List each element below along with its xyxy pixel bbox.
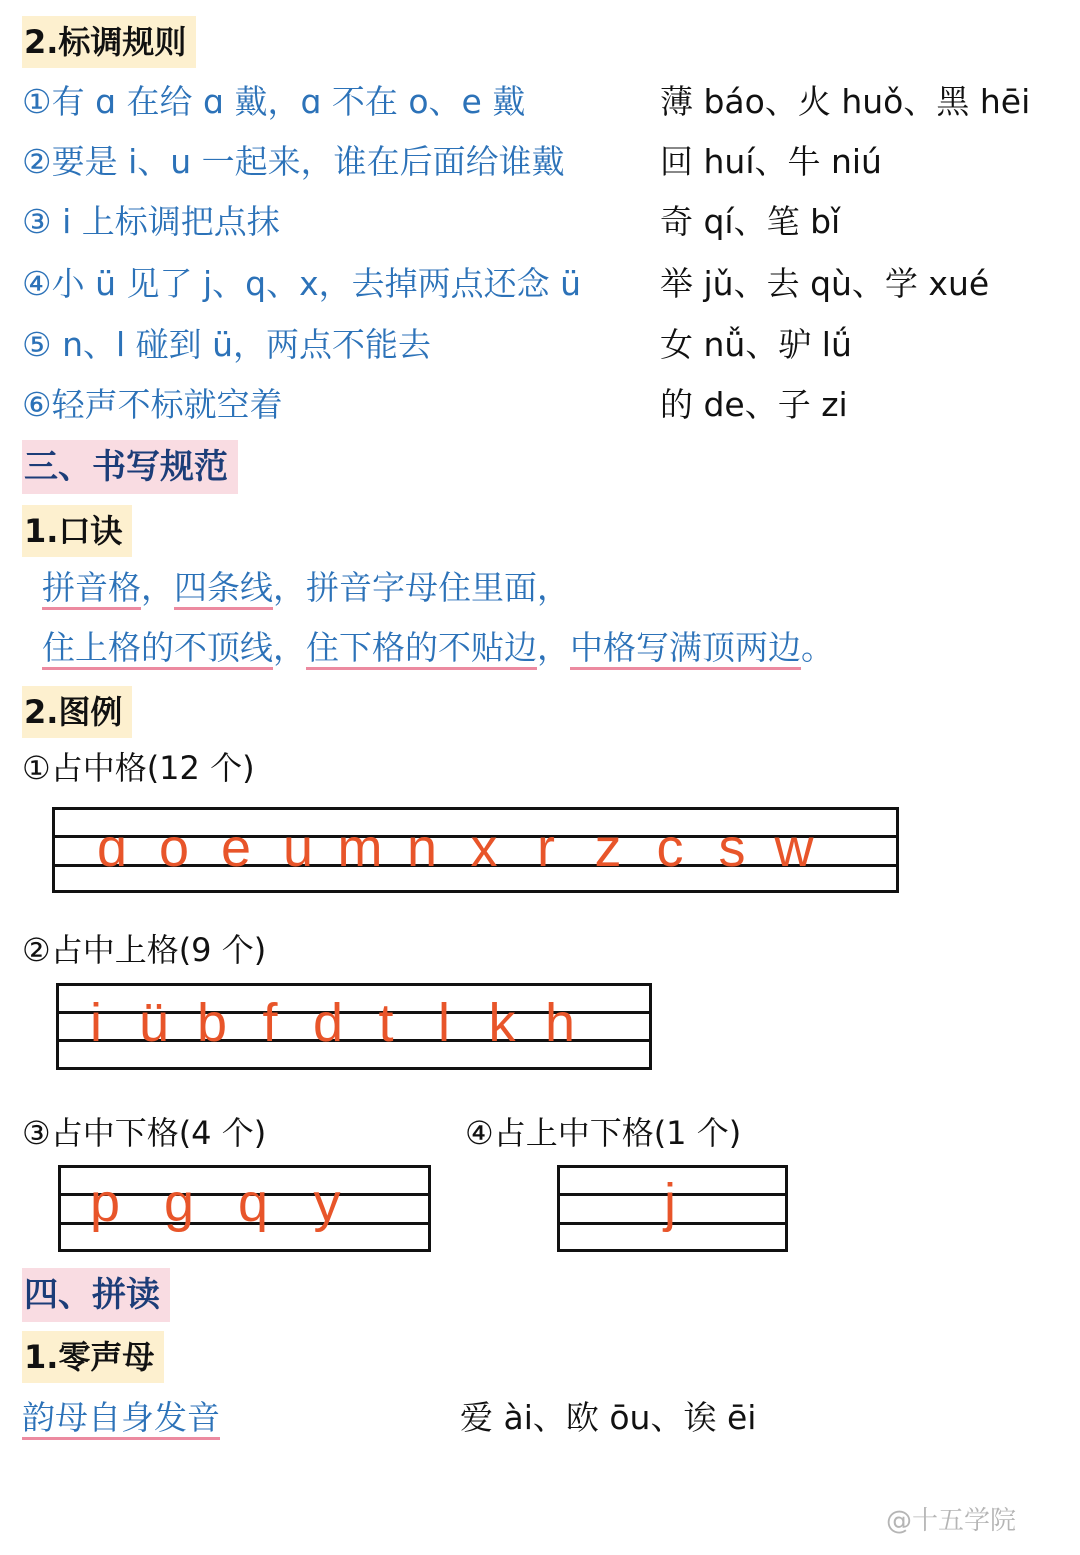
pinyin-grid-middle-lower	[58, 1165, 431, 1252]
pinyin-letter: c	[656, 818, 684, 878]
zero-initial-rule: 韵母自身发音	[22, 1398, 220, 1437]
rule-6: ⑥轻声不标就空着	[22, 385, 283, 424]
pinyin-letter: b	[196, 993, 228, 1053]
pinyin-letter: w	[774, 818, 814, 878]
pinyin-letter: ü	[138, 993, 170, 1053]
rule-5: ⑤ n、l 碰到 ü，两点不能去	[22, 325, 432, 364]
reading-heading: 四、拼读	[22, 1268, 170, 1322]
punctuation: ，	[273, 628, 306, 667]
pinyin-letter: s	[718, 818, 746, 878]
mnemonic-phrase: 住下格的不贴边	[306, 628, 537, 667]
mnemonic-text: ，拼音字母住里面，	[273, 568, 570, 607]
pinyin-grid-all	[557, 1165, 788, 1252]
pinyin-letter: u	[282, 818, 314, 878]
punctuation: ，	[537, 628, 570, 667]
zero-initial-examples: 爱 ài、欧 ōu、诶 ēi	[460, 1398, 757, 1437]
group-1-label: ①占中格(12 个)	[22, 749, 255, 787]
zero-initial-heading: 1.零声母	[22, 1331, 164, 1383]
pinyin-letter: r	[537, 818, 555, 878]
pinyin-letter: n	[406, 818, 438, 878]
group-3-label: ③占中下格(4 个)	[22, 1114, 267, 1152]
letters-row	[81, 818, 825, 878]
mnemonic-phrase: 中格写满顶两边	[570, 628, 801, 667]
punctuation: ，	[141, 568, 174, 607]
pinyin-letter: l	[438, 993, 450, 1053]
mnemonic-line-2	[42, 628, 834, 668]
group-4-label: ④占上中下格(1 个)	[465, 1114, 742, 1152]
letters-row	[640, 1173, 700, 1233]
rule-5-examples: 女 nǚ、驴 lǘ	[660, 325, 852, 364]
pinyin-grid-middle	[52, 807, 899, 893]
rule-2: ②要是 i、u 一起来，谁在后面给谁戴	[22, 142, 565, 181]
pinyin-letter: i	[90, 993, 102, 1053]
pinyin-letter: z	[594, 818, 622, 878]
letters-row	[68, 1173, 364, 1233]
rule-4: ④小 ü 见了 j、q、x，去掉两点还念 ü	[22, 264, 582, 303]
pinyin-letter: y	[313, 1173, 341, 1233]
mnemonic-phrase: 住上格的不顶线	[42, 628, 273, 667]
rule-3-examples: 奇 qí、笔 bǐ	[660, 202, 841, 241]
letters-row	[67, 993, 589, 1053]
watermark: @十五学院	[886, 1506, 1017, 1536]
pinyin-letter: p	[89, 1173, 121, 1233]
rule-6-examples: 的 de、子 zi	[660, 385, 848, 424]
rule-1-examples: 薄 báo、火 huǒ、黑 hēi	[660, 82, 1031, 121]
rule-1: ①有 ɑ 在给 ɑ 戴，ɑ 不在 o、e 戴	[22, 82, 526, 121]
mnemonic-line-1	[42, 568, 570, 608]
mnemonic-phrase: 拼音格	[42, 568, 141, 607]
pinyin-letter: e	[220, 818, 252, 878]
pinyin-letter: q	[237, 1173, 269, 1233]
pinyin-letter: f	[262, 993, 278, 1053]
pinyin-letter: ɑ	[96, 818, 128, 878]
rule-2-examples: 回 huí、牛 niú	[660, 142, 882, 181]
pinyin-letter: d	[312, 993, 344, 1053]
pinyin-letter: o	[158, 818, 190, 878]
pinyin-letter: h	[544, 993, 576, 1053]
mnemonic-phrase: 四条线	[174, 568, 273, 607]
tone-rules-heading: 2.标调规则	[22, 16, 196, 68]
rule-3: ③ i 上标调把点抹	[22, 202, 280, 241]
pinyin-letter: k	[488, 993, 516, 1053]
writing-heading: 三、书写规范	[22, 440, 238, 494]
rule-4-examples: 举 jǔ、去 qù、学 xué	[660, 264, 990, 303]
pinyin-letter: x	[470, 818, 498, 878]
pinyin-letter: j	[664, 1173, 676, 1233]
legend-heading: 2.图例	[22, 686, 132, 738]
group-2-label: ②占中上格(9 个)	[22, 931, 267, 969]
pinyin-letter: g	[163, 1173, 195, 1233]
pinyin-grid-middle-upper	[56, 983, 652, 1070]
mnemonic-heading: 1.口诀	[22, 505, 132, 557]
pinyin-letter: t	[378, 993, 394, 1053]
punctuation: 。	[801, 628, 834, 667]
pinyin-letter: m	[337, 818, 383, 878]
